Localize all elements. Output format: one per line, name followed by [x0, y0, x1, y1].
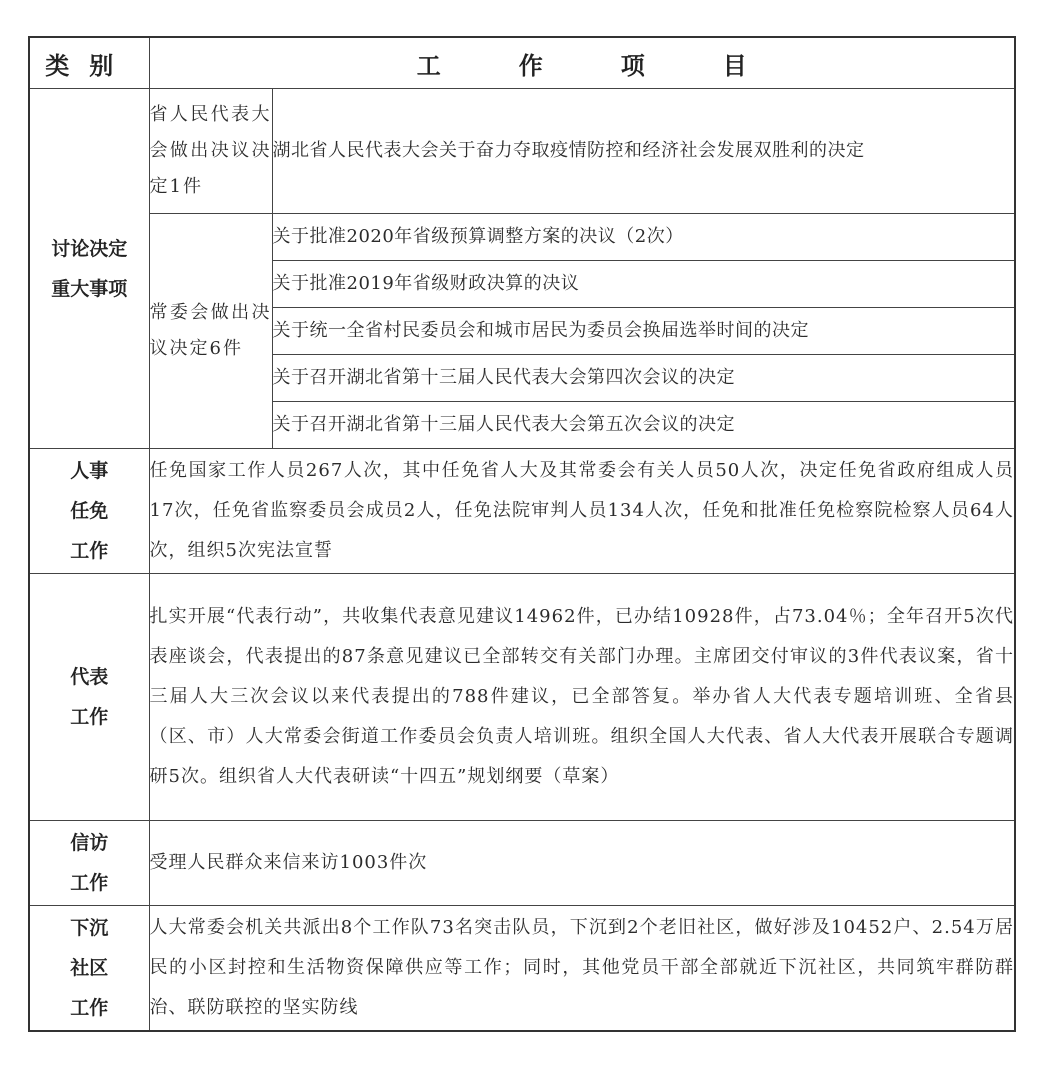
work-items-table	[28, 36, 1016, 1032]
header-category: 类别	[29, 37, 149, 89]
list-item: 关于批准2019年省级财政决算的决议	[272, 261, 1015, 308]
community-text: 人大常委会机关共派出8个工作队73名突击队员，下沉到2个老旧社区，做好涉及10452户、2.54万居民的小区封控和生活物资保障供应等工作；同时，其他党员干部全部就近下沉社区，共同筑牢群防群治、联防联控的坚实防线	[149, 906, 1015, 1032]
category-community	[29, 906, 149, 1032]
category-line: 工作	[70, 706, 109, 728]
petition-text: 受理人民群众来信来访1003件次	[149, 821, 1015, 906]
table-header-row	[29, 37, 1015, 89]
table-row	[29, 89, 1015, 214]
group-label-congress: 省人民代表大会做出决议决定1件	[149, 89, 272, 214]
category-line: 信访	[70, 832, 109, 854]
category-line: 工作	[70, 872, 109, 894]
category-line: 代表	[70, 666, 109, 688]
list-item: 关于召开湖北省第十三届人民代表大会第四次会议的决定	[272, 355, 1015, 402]
list-item: 关于召开湖北省第十三届人民代表大会第五次会议的决定	[272, 402, 1015, 449]
category-line: 工作	[70, 997, 109, 1019]
category-line: 任免	[70, 500, 109, 522]
header-char: 工	[416, 51, 441, 80]
personnel-text: 任免国家工作人员267人次，其中任免省人大及其常委会有关人员50人次，决定任免省政府组成人员17次，任免省监察委员会成员2人，任免法院审判人员134人次，任免和批准任免检察院检察人员64人次，组织5次宪法宣誓	[149, 449, 1015, 574]
table-row	[29, 821, 1015, 906]
list-item: 关于批准2020年省级预算调整方案的决议（2次）	[272, 214, 1015, 261]
list-item: 湖北省人民代表大会关于奋力夺取疫情防控和经济社会发展双胜利的决定	[272, 89, 1015, 214]
category-personnel	[29, 449, 149, 574]
category-line: 社区	[70, 957, 109, 979]
header-char: 作	[518, 51, 543, 80]
group-label-standing-committee: 常委会做出决议决定6件	[149, 214, 272, 449]
category-petition	[29, 821, 149, 906]
table-row	[29, 214, 1015, 261]
category-line: 讨论决定	[51, 237, 128, 260]
list-item: 关于统一全省村民委员会和城市居民为委员会换届选举时间的决定	[272, 308, 1015, 355]
category-line: 下沉	[70, 917, 109, 939]
table-row	[29, 574, 1015, 821]
work-table-container	[28, 36, 1014, 1032]
table-row	[29, 906, 1015, 1032]
category-line: 重大事项	[51, 277, 128, 300]
header-char: 目	[722, 51, 747, 80]
header-char: 项	[620, 51, 645, 80]
header-work-items	[149, 37, 1015, 89]
category-deputy	[29, 574, 149, 821]
category-line: 工作	[70, 540, 109, 562]
category-major-matters	[29, 89, 149, 449]
category-line: 人事	[70, 460, 109, 482]
table-row	[29, 449, 1015, 574]
deputy-text: 扎实开展“代表行动”，共收集代表意见建议14962件，已办结10928件，占73.04％；全年召开5次代表座谈会，代表提出的87条意见建议已全部转交有关部门办理。主席团交付审议的3件代表议案，省十三届人大三次会议以来代表提出的788件建议，已全部答复。举办省人大代表专题培训班、全省县（区、市）人大常委会街道工作委员会负责人培训班。组织全国人大代表、省人大代表开展联合专题调研5次。组织省人大代表研读“十四五”规划纲要（草案）	[149, 574, 1015, 821]
